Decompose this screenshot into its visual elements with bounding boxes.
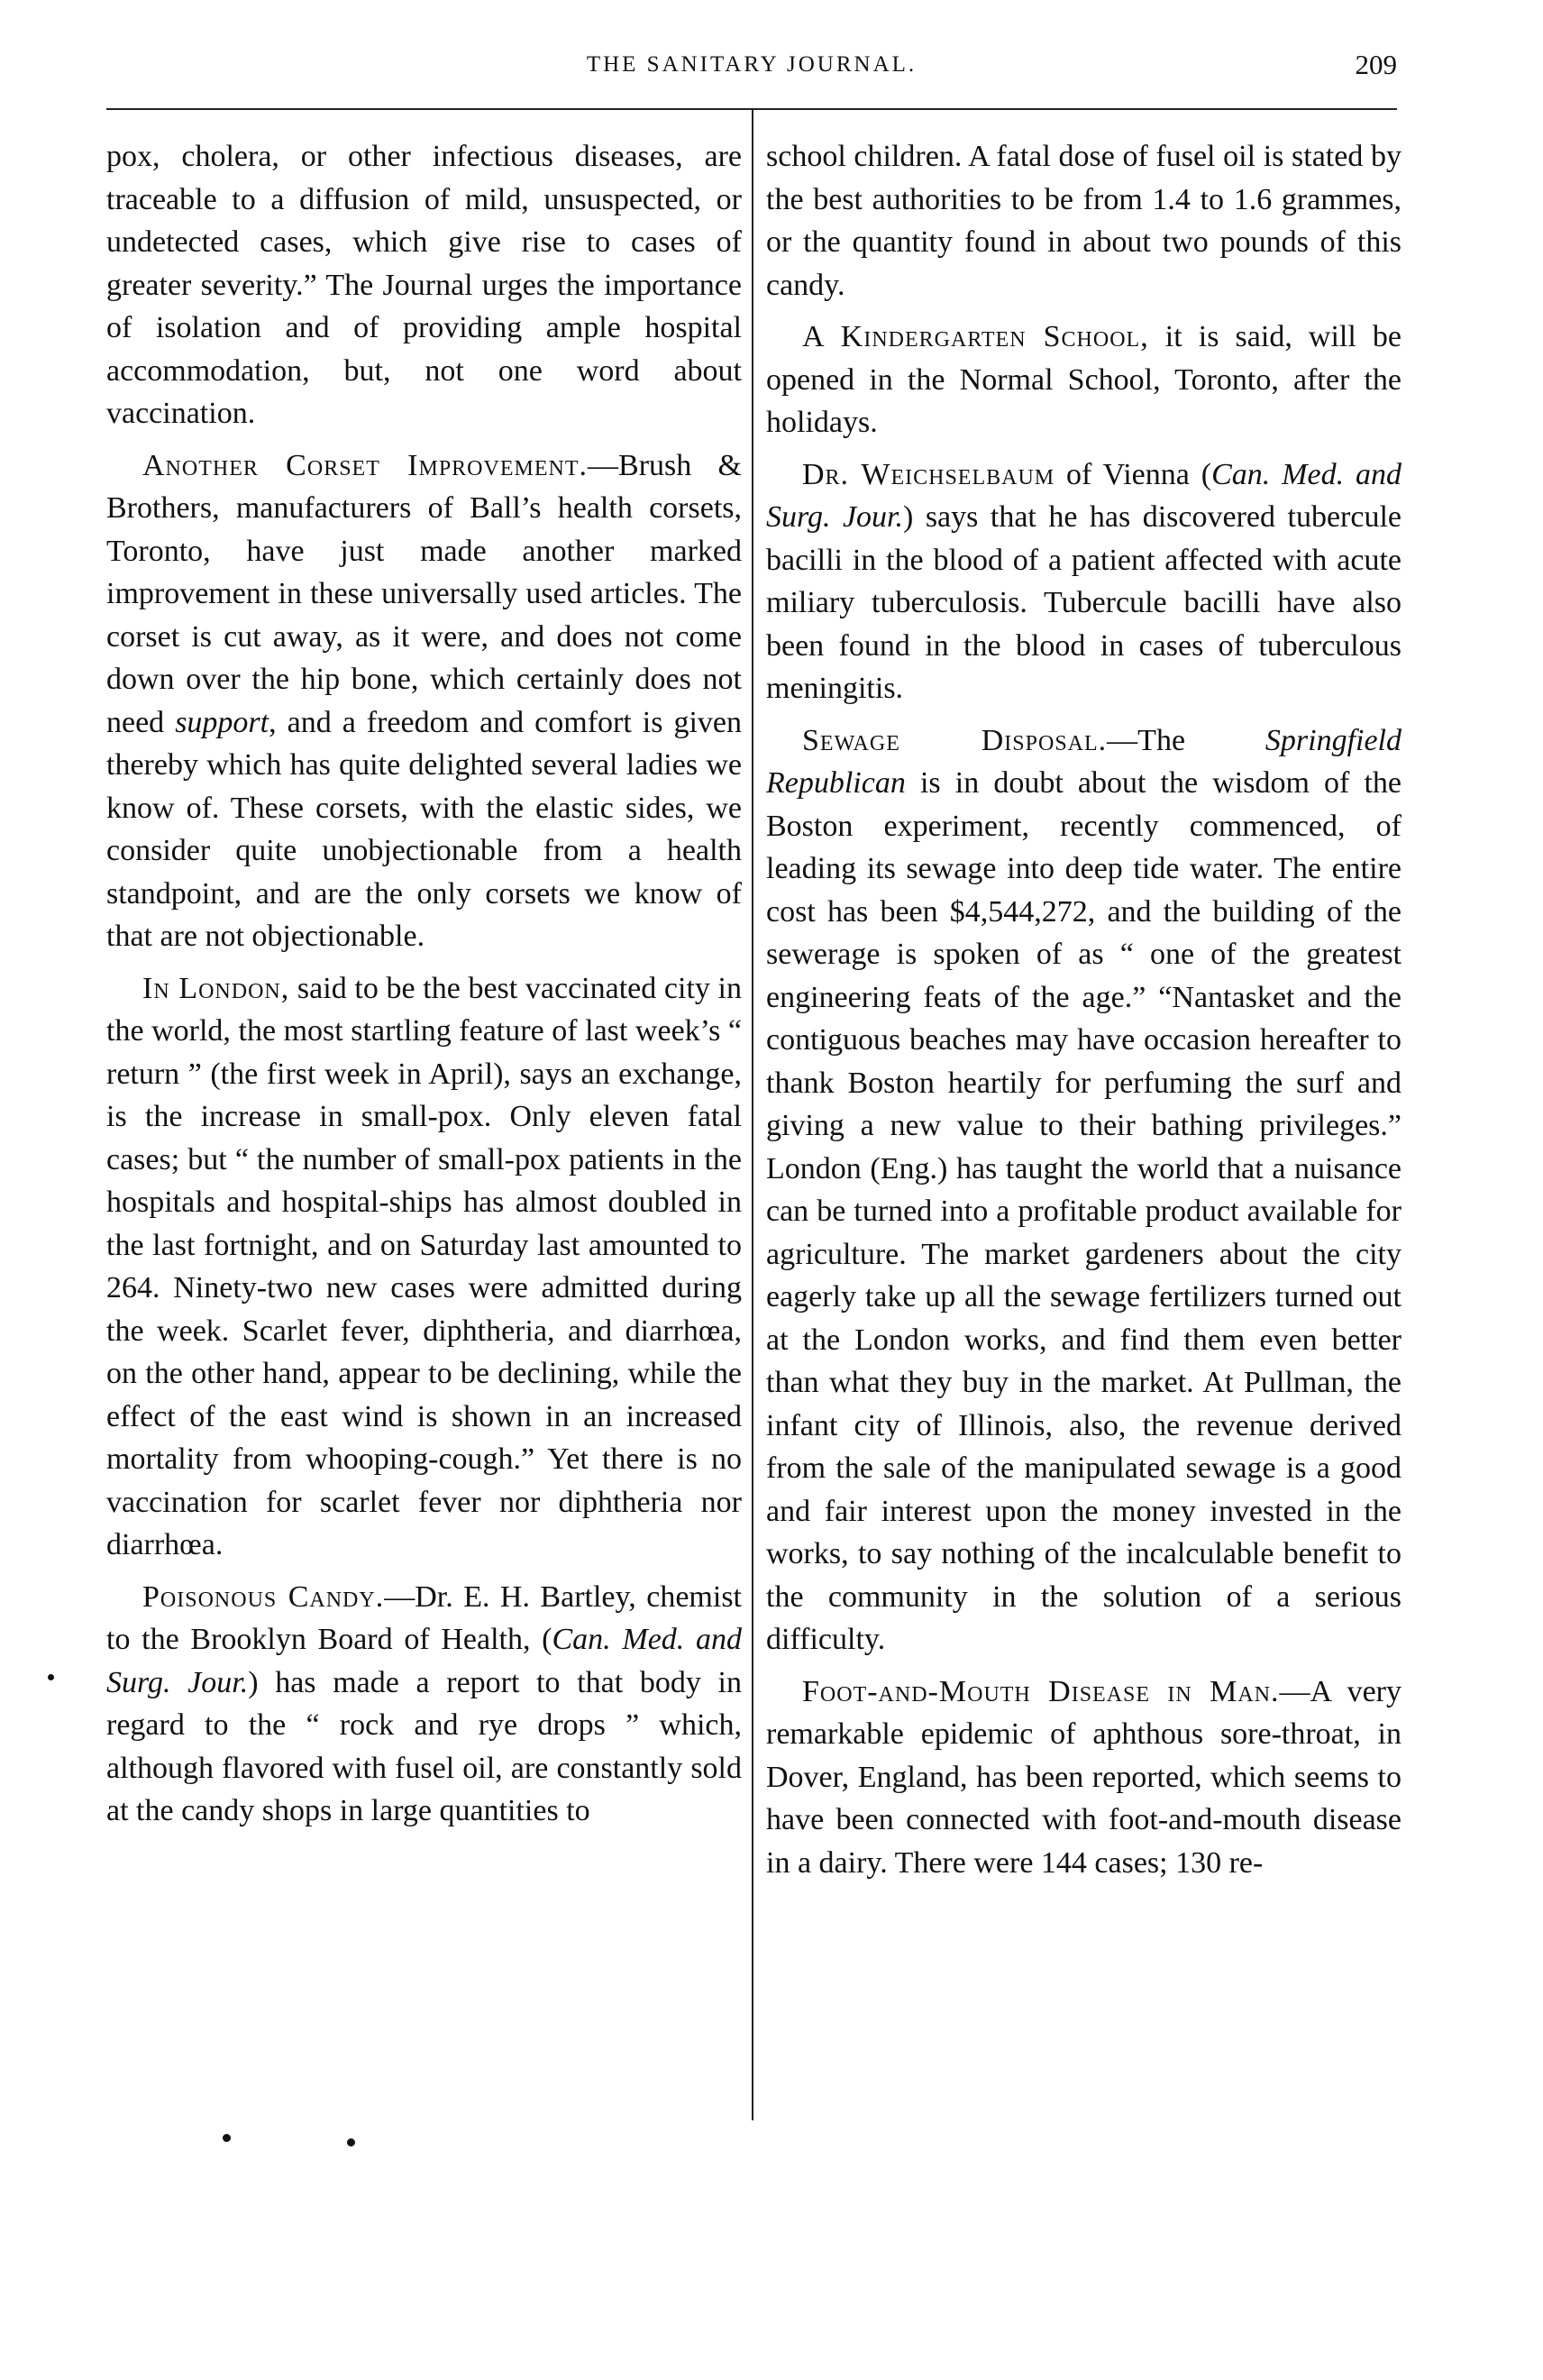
section-heading: In London,	[142, 971, 290, 1005]
italic-citation: Can. Med. and Surg. Jour.	[766, 457, 1402, 534]
section-heading: A Kindergarten School,	[802, 320, 1149, 353]
paragraph-weichselbaum	[766, 453, 1401, 710]
running-header	[106, 47, 1397, 101]
paragraph-text: , and a freedom and comfort is given thereby which has quite delighted several ladies we know of. These corsets, with the elastic sides, we consider quite unobjectionable from a health standpoint, and are the only corsets we know of that are not objectionable.	[106, 705, 742, 953]
print-speck	[347, 2138, 355, 2147]
print-speck	[223, 2134, 231, 2142]
paragraph-text: is in doubt about the wisdom of the Boston experiment, recently commenced, of leading its sewage into deep tide water. The entire cost has been $4,544,272, and the building of the sewerage is spoken of as “ one of the greatest engineering feats of the age.” “Nantasket and the contiguous beaches may have occasion hereafter to thank Boston heartily for perfuming the surf and giving a new value to their bathing privileges.” London (Eng.) has taught the world that a nuisance can be turned into a profitable product available for agriculture. The market gardeners about the city eagerly take up all the sewage fertilizers turned out at the London works, and find them even better than what they buy in the market. At Pullman, the infant city of Illinois, also, the revenue derived from the sale of the manipulated sewage is a good and fair interest upon the money invested in the works, to say nothing of the incalculable benefit to the community in the solution of a serious difficulty.	[766, 766, 1401, 1656]
paragraph-vaccination-continued	[106, 135, 742, 435]
paragraph-text: pox, cholera, or other infectious diseases, are traceable to a diffusion of mild, unsuspected, or undetected cases, which give rise to cases of greater severity.” The Journal urges the importance of isolation and of providing ample hospital accommodation, but, not one word about vaccination.	[106, 140, 742, 430]
paragraph-text: it is said, will be opened in the Normal School, Toronto, after the holidays.	[766, 320, 1401, 439]
paragraph-in-london	[106, 967, 742, 1567]
left-column	[106, 135, 742, 1842]
paragraph-text: —Brush & Brothers, manufacturers of Ball’s health corsets, Toronto, have just made another marked improvement in these universally used articles. The corset is cut away, as it were, and does not come down over the hip bone, which certainly does not need	[106, 448, 742, 739]
paragraph-text: —A very remarkable epidemic of aphthous sore-throat, in Dover, England, has been reported, which seems to have been connected with foot-and-mouth disease in a dairy. There were 144 cases; 130 re-	[766, 1674, 1402, 1880]
journal-title: THE SANITARY JOURNAL.	[586, 52, 918, 77]
paragraph-text: of Vienna (	[1055, 457, 1212, 491]
paragraph-text: ) says that he has discovered tubercule bacilli in the blood of a patient affected with acute miliary tuberculosis. Tubercule bacilli have also been found in the blood in cases of tuberculous meningitis.	[766, 500, 1401, 705]
print-speck	[48, 1674, 54, 1680]
paragraph-text: school children. A fatal dose of fusel oil is stated by the best authorities to be from 1.4 to 1.6 grammes, or the quantity found in about two pounds of this candy.	[766, 140, 1401, 302]
section-heading: Another Corset Improvement.	[142, 448, 589, 482]
section-heading: Dr. Weichselbaum	[802, 457, 1055, 491]
paragraph-poisonous-candy	[106, 1576, 742, 1833]
italic-text: Springfield Republican	[766, 723, 1401, 800]
section-heading: Foot-and-Mouth Disease in Man.	[802, 1674, 1280, 1708]
paragraph-kindergarten	[766, 316, 1401, 444]
paragraph-text: —The	[1107, 723, 1265, 757]
paragraph-text: ) has made a report to that body in regard to the “ rock and rye drops ” which, although flavored with fusel oil, are constantly sold at the candy shops in large quantities to	[106, 1665, 742, 1827]
column-divider	[752, 110, 753, 2120]
paragraph-text: said to be the best vaccinated city in the world, the most startling feature of last week’s “ return ” (the first week in April), says an exchange, is the increase in small-pox. Only eleven fatal cases; but “ the number of small-pox patients in the hospitals and hospital-ships has almost doubled in the last fortnight, and on Saturday last amounted to 264. Ninety-two new cases were admitted during the week. Scarlet fever, diphtheria, and diarrhœa, on the other hand, appear to be declining, while the effect of the east wind is shown in an increased mortality from whooping-cough.” Yet there is no vaccination for scarlet fever nor diphtheria nor diarrhœa.	[106, 971, 743, 1561]
right-column	[766, 135, 1401, 1893]
paragraph-candy-continued	[766, 135, 1401, 307]
paragraph-corset-improvement	[106, 444, 742, 958]
paragraph-foot-and-mouth	[766, 1671, 1401, 1885]
paragraph-text: —Dr. E. H. Bartley, chemist to the Brooklyn Board of Health, (	[106, 1579, 742, 1656]
section-heading: Poisonous Candy.	[142, 1579, 385, 1614]
section-heading: Sewage Disposal.	[802, 723, 1108, 757]
page-number: 209	[1355, 49, 1397, 80]
italic-citation: Can. Med. and Surg. Jour.	[106, 1623, 742, 1699]
paragraph-sewage-disposal	[766, 719, 1401, 1661]
italic-text: support	[175, 705, 269, 739]
